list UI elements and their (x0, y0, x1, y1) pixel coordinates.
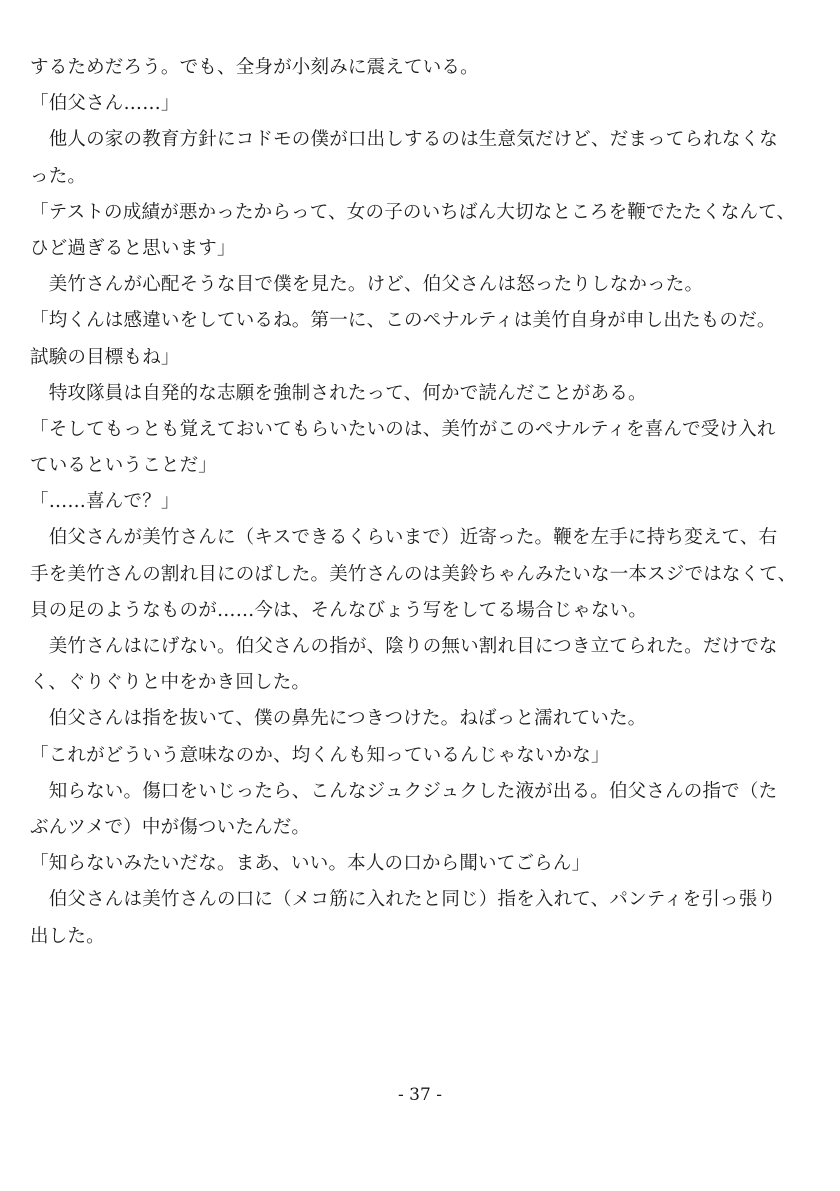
text-line: ているということだ」 (30, 455, 218, 477)
page-number: - 37 - (398, 1085, 442, 1105)
text-line: 他人の家の教育方針にコドモの僕が口出しするのは生意気だけど、だまってられなくな (30, 129, 779, 151)
text-line: 美竹さんはにげない。伯父さんの指が、陰りの無い割れ目につき立てられた。だけでな (30, 636, 778, 657)
text-line: 「均くんは感違いをしているね。第一に、このペナルティは美竹自身が申し出たものだ。 (30, 310, 776, 332)
text-line: く、ぐりぐりと中をかき回した。 (30, 672, 311, 694)
text-line: 「テストの成績が悪かったからって、女の子のいちばん大切なところを鞭でたたくなんて、 (30, 201, 796, 223)
text-line: 「伯父さん……」 (30, 93, 180, 115)
text-line: 「知らないみたいだな。まあ、いい。本人の口から聞いてごらん」 (30, 853, 591, 875)
text-line: 「……喜んで？」 (30, 491, 180, 513)
text-line: 貝の足のようなものが……今は、そんなびょう写をしてる場合じゃない。 (30, 599, 648, 621)
text-line: するためだろう。でも、全身が小刻みに震えている。 (30, 57, 479, 78)
text-line: 美竹さんが心配そうな目で僕を見た。けど、伯父さんは怒ったりしなかった。 (30, 274, 704, 296)
text-line: 伯父さんが美竹さんに（キスできるくらいまで）近寄った。鞭を左手に持ち変えて、右 (30, 527, 778, 549)
text-line: 伯父さんは指を抜いて、僕の鼻先につきつけた。ねばっと濡れていた。 (30, 708, 647, 730)
text-line: 知らない。傷口をいじったら、こんなジュクジュクした液が出る。伯父さんの指で（た (30, 780, 778, 802)
text-line: った。 (30, 165, 87, 187)
text-line: ひど過ぎると思います」 (30, 237, 236, 259)
text-line: 特攻隊員は自発的な志願を強制されたって、何かで読んだことがある。 (30, 382, 647, 404)
text-line: ぶんツメで）中が傷ついたんだ。 (30, 816, 311, 838)
text-line: 「そしてもっとも覚えておいてもらいたいのは、美竹がこのペナルティを喜んで受け入れ (30, 418, 776, 440)
text-line: 手を美竹さんの割れ目にのばした。美竹さんのは美鈴ちゃんみたいな一本スジではなくて、 (30, 563, 797, 585)
text-line: 伯父さんは美竹さんの口に（メコ筋に入れたと同じ）指を入れて、パンティを引っ張り (30, 889, 777, 911)
text-line: 試験の目標もね」 (30, 346, 180, 368)
body-text (30, 50, 815, 955)
text-line: 「これがどういう意味なのか、均くんも知っているんじゃないかな」 (30, 744, 610, 766)
text-line: 出した。 (30, 925, 105, 947)
